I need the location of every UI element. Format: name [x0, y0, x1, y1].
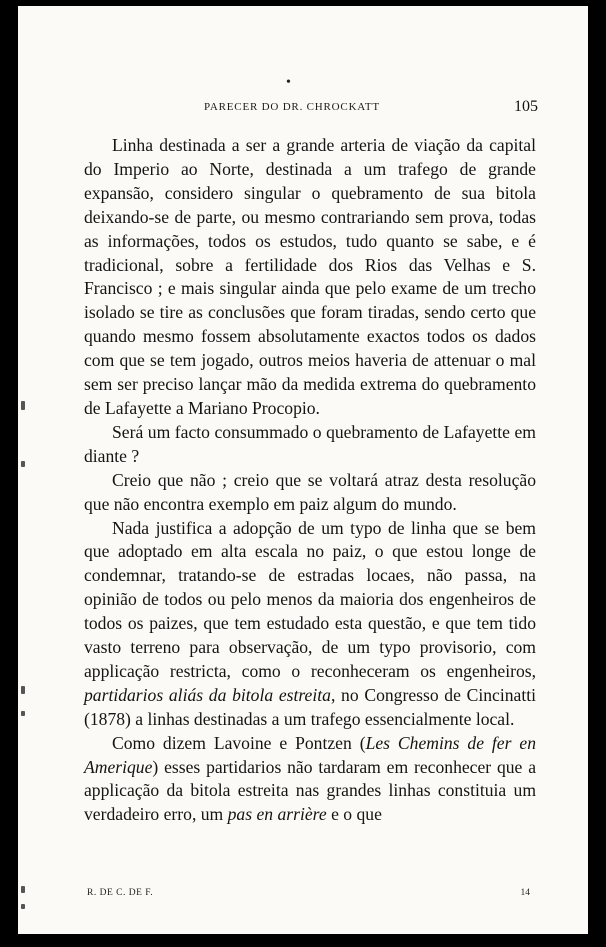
- paragraph: [84, 421, 536, 469]
- signature-mark-left: R. DE C. DE F.: [87, 888, 154, 898]
- paragraph-text: Nada justifica a adopção de um typo de linha que se bem que adoptado em alta escala no paiz, o que estou longe de condemnar, tratando-se de estradas locaes, não passa, na opinião de todos ou pelo menos da maioria dos engenheiros de todos os paizes, que tem estudado esta questão, e que tem tido vasto terreno para observação, de um typo provisorio, com applicação restricta, como o reconheceram os engenheiros,: [84, 517, 536, 681]
- paragraph-text: e o que: [326, 804, 382, 825]
- paragraph-text: , no Congresso de Cincinatti (1878) a linhas destinadas a um trafego essencialmente local.: [84, 684, 536, 729]
- page-header: [204, 98, 538, 118]
- paragraph: [84, 469, 536, 517]
- paragraph-text: ) esses partidarios não tardaram em reconhecer que a applicação da bitola estreita nas grandes linhas constituia um verdadeiro erro, um: [84, 756, 536, 825]
- italic-text: partidarios aliás da bitola estreita: [84, 684, 331, 705]
- running-head: PARECER DO DR. CHROCKATT: [204, 101, 380, 113]
- body-text: [84, 134, 536, 827]
- signature-number: 14: [520, 888, 530, 898]
- page-edge-specks: [18, 6, 32, 934]
- header-mark: •: [286, 75, 291, 90]
- paragraph: [84, 517, 536, 732]
- paragraph-text: Linha destinada a ser a grande arteria de viação da capital do Imperio ao Norte, destinada a um trafego de grande expansão, considero singular o quebramento de sua bitola deixando-se de parte, ou mesmo contrariando sem prova, todas as informações, todos os estudos, tudo quanto se sabe, e é tradicional, sobre a fertilidade dos Rios das Velhas e S. Francisco ; e mais singular ainda que pelo exame de um trecho isolado se tire as conclusões que foram tiradas, sendo certo que quando mesmo fossem absolutamente exactos todos os dados com que se tem jogado, outros meios haveria de attenuar o mal sem ser preciso lançar mão da medida extrema do quebramento de Lafayette a Mariano Procopio.: [84, 135, 536, 418]
- paragraph-text: Creio que não ; creio que se voltará atraz desta resolução que não encontra exemplo em paiz algum do mundo.: [84, 469, 536, 514]
- paragraph-text: Será um facto consummado o quebramento de Lafayette em diante ?: [84, 421, 536, 466]
- page-number: 105: [514, 98, 538, 115]
- italic-text: pas en arrière: [227, 804, 327, 825]
- paragraph: [84, 732, 536, 828]
- paragraph: [84, 134, 536, 421]
- paragraph-text: Como dizem Lavoine e Pontzen (: [112, 732, 366, 753]
- document-page: [18, 6, 588, 934]
- italic-text: Les Chemins de fer en Amerique: [84, 732, 536, 777]
- page-footer: [87, 888, 530, 904]
